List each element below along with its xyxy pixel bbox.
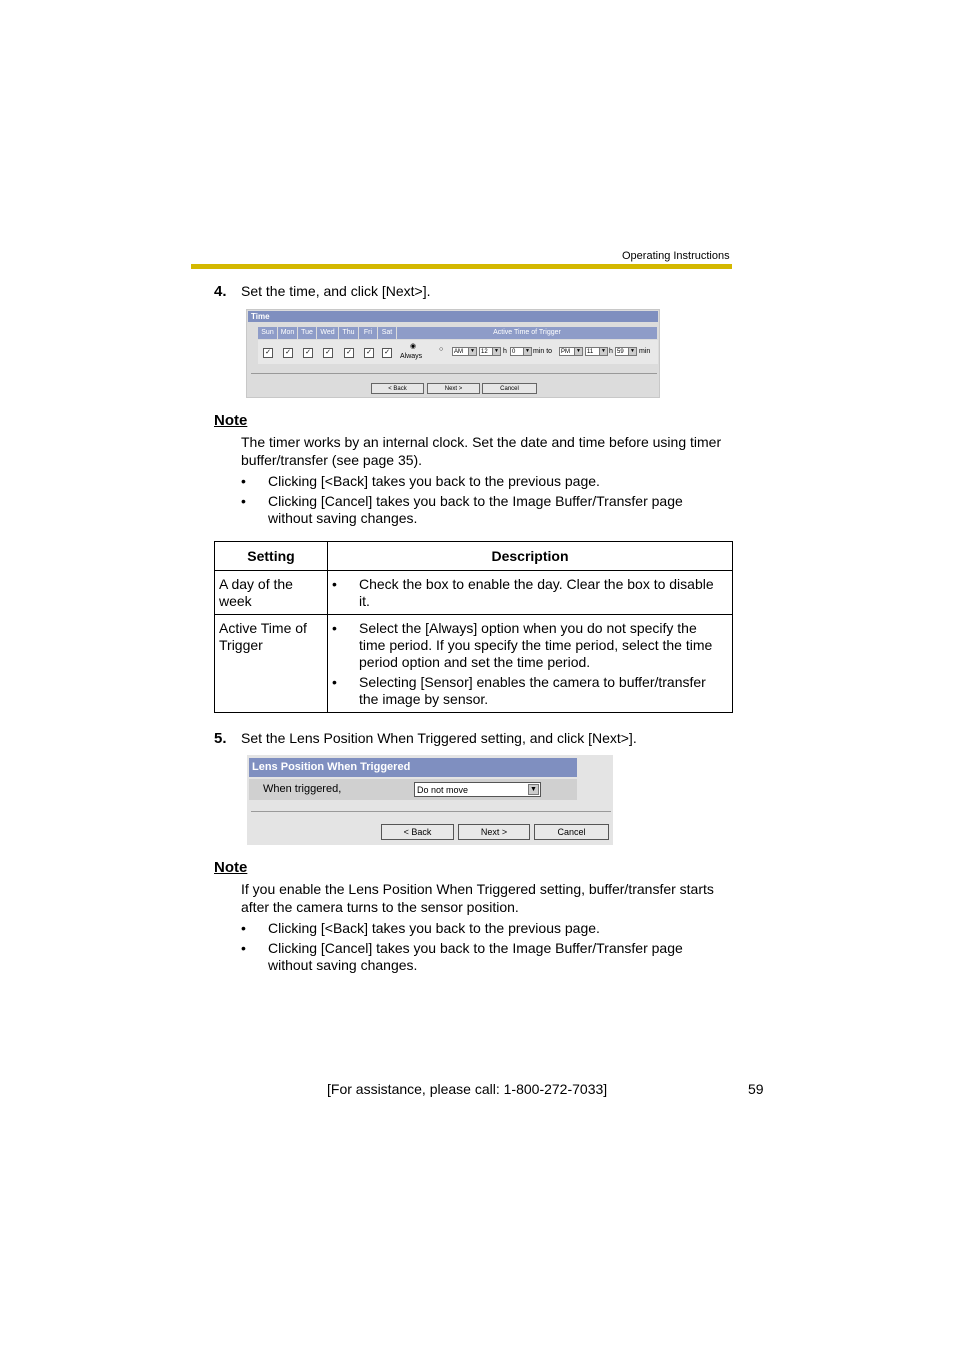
- end-hour-select[interactable]: [585, 347, 608, 356]
- bullet-icon: •: [241, 920, 246, 936]
- checkbox-fri[interactable]: ✓: [364, 348, 374, 358]
- day-header-thu: Thu: [339, 327, 359, 339]
- panel-divider: [251, 811, 611, 812]
- bullet-text: Clicking [<Back] takes you back to the previous page.: [268, 473, 600, 489]
- end-min-unit-label: min: [639, 348, 651, 355]
- table-cell-description: [328, 571, 733, 615]
- chevron-down-icon: ▼: [528, 784, 539, 795]
- back-button[interactable]: < Back: [371, 383, 424, 394]
- note-heading: Note: [214, 412, 248, 429]
- lens-position-panel: [247, 755, 613, 845]
- bullet-text: Clicking [<Back] takes you back to the previous page.: [268, 920, 600, 936]
- table-row: [215, 615, 733, 713]
- step-4-number: 4.: [214, 283, 227, 300]
- lens-position-value: Do not move: [417, 785, 469, 795]
- always-label: Always: [400, 353, 423, 360]
- end-hour-unit-label: h: [609, 348, 613, 355]
- column-header-description: Description: [328, 542, 733, 571]
- checkbox-mon[interactable]: ✓: [283, 348, 293, 358]
- description-list: [328, 571, 732, 614]
- lens-panel-title: Lens Position When Triggered: [249, 758, 577, 777]
- active-time-header: Active Time of Trigger: [397, 327, 658, 339]
- description-list: [328, 615, 732, 712]
- checkbox-tue[interactable]: ✓: [303, 348, 313, 358]
- day-header-mon: Mon: [278, 327, 298, 339]
- bullet-text-continued: without saving changes.: [268, 957, 418, 973]
- description-item: • Select the [Always] option when you do not specify the time period. If you specify the time period, select the time period option and set the time period.: [359, 620, 724, 671]
- day-header-wed: Wed: [317, 327, 339, 339]
- page-number: 59: [748, 1081, 764, 1097]
- checkbox-wed[interactable]: ✓: [323, 348, 333, 358]
- time-settings-panel: [246, 309, 660, 398]
- time-panel-title: Time: [248, 311, 658, 322]
- checkbox-sun[interactable]: ✓: [263, 348, 273, 358]
- panel-divider: [251, 373, 657, 374]
- day-header-sat: Sat: [378, 327, 397, 339]
- note-heading: Note: [214, 859, 248, 876]
- back-button[interactable]: < Back: [381, 824, 454, 840]
- bullet-icon: •: [241, 940, 246, 956]
- header-rule: [191, 264, 732, 269]
- note-text-line: If you enable the Lens Position When Triggered setting, buffer/transfer starts: [241, 881, 714, 897]
- lens-setting-row: [249, 779, 577, 800]
- next-button[interactable]: Next >: [458, 824, 530, 840]
- time-settings-row: [258, 340, 658, 364]
- running-header: Operating Instructions: [622, 250, 730, 262]
- end-min-value: 59: [617, 349, 624, 355]
- table-header-row: [215, 542, 733, 571]
- checkbox-thu[interactable]: ✓: [344, 348, 354, 358]
- day-header-tue: Tue: [298, 327, 317, 339]
- start-min-value: 0: [512, 349, 516, 355]
- radio-time-period[interactable]: ○: [439, 346, 444, 353]
- table-cell-description: [328, 615, 733, 713]
- chevron-down-icon: ▼: [468, 348, 476, 355]
- time-column-headers: [258, 327, 658, 339]
- end-hour-value: 11: [587, 349, 594, 355]
- table-cell-setting: [215, 571, 328, 615]
- bullet-text: Clicking [Cancel] takes you back to the Image Buffer/Transfer page: [268, 940, 683, 956]
- next-button[interactable]: Next >: [427, 383, 480, 394]
- bullet-icon: •: [241, 473, 246, 489]
- step-5-text: Set the Lens Position When Triggered setting, and click [Next>].: [241, 730, 637, 746]
- description-item: • Check the box to enable the day. Clear the box to disable it.: [359, 576, 724, 610]
- bullet-text: Clicking [Cancel] takes you back to the Image Buffer/Transfer page: [268, 493, 683, 509]
- step-5-number: 5.: [214, 730, 227, 747]
- checkbox-sat[interactable]: ✓: [382, 348, 392, 358]
- bullet-text-continued: without saving changes.: [268, 510, 418, 526]
- radio-always[interactable]: ◉: [410, 343, 417, 350]
- cancel-button[interactable]: Cancel: [482, 383, 537, 394]
- note-text-line: buffer/transfer (see page 35).: [241, 452, 423, 468]
- table-cell-setting: [215, 615, 328, 713]
- start-hour-select[interactable]: [479, 347, 501, 356]
- start-ampm-select[interactable]: [452, 347, 477, 356]
- assistance-footer: [For assistance, please call: 1-800-272-7033]: [327, 1081, 608, 1097]
- settings-table: [214, 541, 733, 713]
- end-min-select[interactable]: [615, 347, 637, 356]
- note-text-line: The timer works by an internal clock. Set the date and time before using timer: [241, 434, 722, 450]
- lens-position-select[interactable]: [414, 782, 541, 797]
- chevron-down-icon: ▼: [574, 348, 582, 355]
- day-header-sun: Sun: [258, 327, 278, 339]
- setting-name: Active Time of Trigger: [219, 620, 307, 653]
- start-hour-value: 12: [481, 349, 488, 355]
- day-header-fri: Fri: [359, 327, 378, 339]
- start-ampm-value: AM: [454, 349, 463, 355]
- chevron-down-icon: ▼: [628, 348, 636, 355]
- chevron-down-icon: ▼: [599, 348, 607, 355]
- start-min-select[interactable]: [510, 347, 532, 356]
- note-text-line: after the camera turns to the sensor position.: [241, 899, 519, 915]
- min-to-label: min to: [533, 348, 553, 355]
- table-row: [215, 571, 733, 615]
- hour-unit-label: h: [503, 348, 507, 355]
- cancel-button[interactable]: Cancel: [534, 824, 609, 840]
- bullet-icon: •: [241, 493, 246, 509]
- setting-name: A day of the week: [219, 576, 293, 609]
- end-ampm-value: PM: [561, 349, 570, 355]
- when-triggered-label: When triggered,: [263, 783, 342, 795]
- step-4-text: Set the time, and click [Next>].: [241, 283, 431, 299]
- column-header-setting: Setting: [215, 542, 328, 571]
- chevron-down-icon: ▼: [492, 348, 500, 355]
- chevron-down-icon: ▼: [523, 348, 531, 355]
- end-ampm-select[interactable]: [559, 347, 583, 356]
- description-item: • Selecting [Sensor] enables the camera to buffer/transfer the image by sensor.: [359, 674, 724, 708]
